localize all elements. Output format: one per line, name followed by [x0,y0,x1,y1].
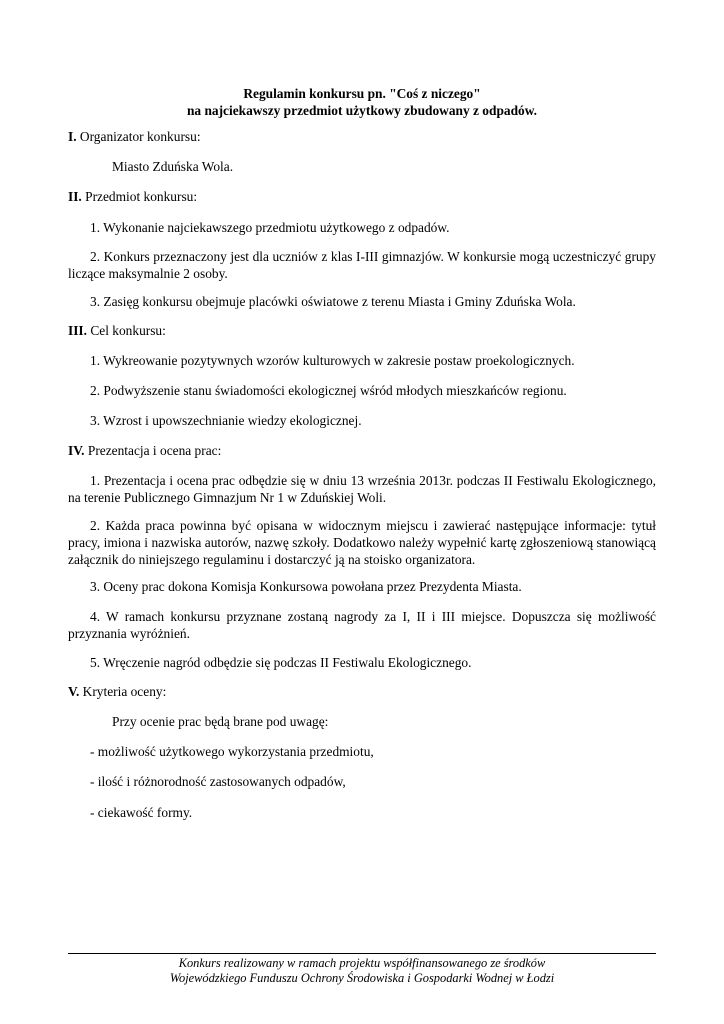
criteria-intro: Przy ocenie prac będą brane pod uwagę: [112,714,329,729]
section-number: IV. [68,443,85,458]
section-heading-subject [68,188,656,205]
section-heading-organizer [68,128,656,145]
section-number: III. [68,323,87,338]
section-heading-criteria [68,683,656,700]
subject-item-2: 2. Konkurs przeznaczony jest dla uczniów z klas I-III gimnazjów. W konkursie mogą uczestniczyć grupy liczące maksymalnie 2 osoby. [68,249,656,281]
footer-divider [68,953,656,954]
organizer-name: Miasto Zduńska Wola. [112,159,234,174]
section-label: Prezentacja i ocena prac: [87,443,222,458]
document-title-line-1: Regulamin konkursu pn. "Coś z niczego" [243,86,481,101]
presentation-item-3: 3. Oceny prac dokona Komisja Konkursowa powołana przez Prezydenta Miasta. [90,579,522,594]
goal-item-1: 1. Wykreowanie pozytywnych wzorów kulturowych w zakresie postaw proekologicznych. [90,353,575,368]
criteria-item-3: - ciekawość formy. [90,805,193,820]
section-number: I. [68,129,77,144]
presentation-item-5: 5. Wręczenie nagród odbędzie się podczas II Festiwalu Ekologicznego. [90,655,472,670]
section-label: Przedmiot konkursu: [85,189,198,204]
presentation-item-4: 4. W ramach konkursu przyznane zostaną nagrody za I, II i III miejsce. Dopuszcza się możliwość przyznania wyróżnień. [68,609,656,641]
section-label: Cel konkursu: [90,323,166,338]
footer-line-2: Wojewódzkiego Funduszu Ochrony Środowiska i Gospodarki Wodnej w Łodzi [169,971,555,985]
footer-line-1: Konkurs realizowany w ramach projektu współfinansowanego ze środków [178,956,546,970]
criteria-item-1: - możliwość użytkowego wykorzystania przedmiotu, [90,744,374,759]
document-title-line-2: na najciekawszy przedmiot użytkowy zbudowany z odpadów. [186,103,538,118]
subject-item-3: 3. Zasięg konkursu obejmuje placówki oświatowe z terenu Miasta i Gminy Zduńska Wola. [90,294,576,309]
presentation-item-1: 1. Prezentacja i ocena prac odbędzie się w dniu 13 września 2013r. podczas II Festiwalu Ekologicznego, na terenie Publicznego Gimnazjum Nr 1 w Zduńskiej Woli. [68,473,656,505]
presentation-item-2: 2. Każda praca powinna być opisana w widocznym miejscu i zawierać następujące informacje: tytuł pracy, imiona i nazwiska autorów, nazwę szkoły. Dodatkowo należy wypełnić kartę zgłoszeniową stanowiącą załącznik do niniejszego regulaminu i dostarczyć ją na stoisko organizatora. [68,518,656,567]
goal-item-2: 2. Podwyższenie stanu świadomości ekologicznej wśród młodych mieszkańców regionu. [90,383,567,398]
criteria-item-2: - ilość i różnorodność zastosowanych odpadów, [90,774,346,789]
subject-item-1: 1. Wykonanie najciekawszego przedmiotu użytkowego z odpadów. [90,220,450,235]
section-number: V. [68,684,80,699]
goal-item-3: 3. Wzrost i upowszechnianie wiedzy ekologicznej. [90,413,362,428]
section-label: Kryteria oceny: [82,684,167,699]
section-number: II. [68,189,82,204]
section-heading-goal [68,322,656,339]
section-heading-presentation [68,442,656,459]
section-label: Organizator konkursu: [79,129,201,144]
